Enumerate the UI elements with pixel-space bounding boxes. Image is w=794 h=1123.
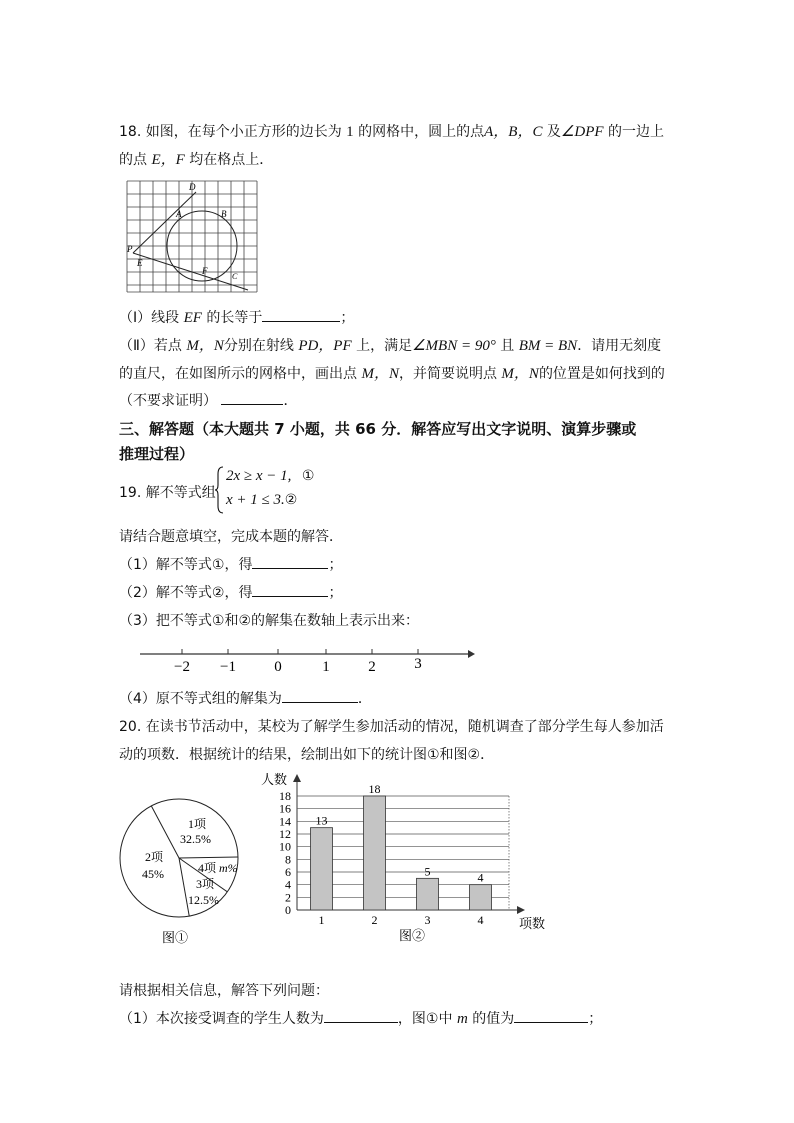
label-f: F	[202, 266, 208, 276]
answer-blank[interactable]	[262, 307, 340, 322]
inequality-2: x + 1 ≤ 3.②	[226, 492, 298, 508]
tick-label: −2	[174, 659, 190, 674]
pie-chart	[118, 798, 248, 948]
x-tick-label: 4	[477, 913, 484, 927]
q18-part1: （Ⅰ）线段 EF 的长等于 ；	[119, 307, 354, 327]
answer-blank[interactable]	[282, 688, 358, 703]
bar-value-label: 4	[477, 870, 484, 885]
pie-value-1: 32.5%	[180, 832, 211, 846]
bar-value-label: 13	[315, 813, 328, 828]
x-tick-label: 1	[318, 913, 325, 927]
pie-label-3: 3项	[196, 877, 215, 891]
x-tick-label: 3	[424, 913, 431, 927]
tick-label: −1	[220, 659, 236, 674]
answer-blank[interactable]	[252, 582, 328, 597]
answer-blank[interactable]	[252, 554, 328, 569]
pie-value-4: m%	[219, 861, 238, 875]
tick-label: 0	[274, 659, 282, 674]
q20-line2: 动的项数．根据统计的结果，绘制出如下的统计图①和图②．	[119, 747, 495, 763]
q20-line1: 20. 在读书节活动中，某校为了解学生参加活动的情况，随机调查了部分学生每人参加活	[119, 719, 664, 735]
tick-label: 1	[322, 659, 330, 674]
label-b: B	[221, 209, 227, 219]
y-tick-label: 18	[279, 789, 291, 803]
arrow-up-icon	[293, 774, 301, 782]
label-p: P	[127, 244, 133, 254]
q19-step2: （2）解不等式②，得 ；	[119, 582, 342, 602]
pie-label-2: 2项	[145, 850, 164, 864]
pie-label-1: 1项	[188, 817, 207, 831]
y-tick-label: 2	[285, 890, 291, 905]
q18-part2-line3: （不要求证明） ．	[119, 390, 297, 410]
label-e: E	[137, 258, 143, 268]
inequality-1: 2x ≥ x − 1, ①	[226, 468, 315, 484]
y-tick-label: 14	[279, 814, 291, 829]
pie-value-2: 45%	[142, 867, 164, 881]
tick-label: 3	[414, 656, 422, 672]
bar	[311, 828, 333, 910]
pie-value-3: 12.5%	[188, 893, 219, 907]
brace-icon	[214, 466, 224, 514]
section-heading: 三、解答题（本大题共 7 小题，共 66 分．解答应写出文字说明、演算步骤或	[119, 420, 637, 438]
q18-line1: 18. 如图，在每个小正方形的边长为 1 的网格中，圆上的点A，B，C 及∠DPF 的一边上	[119, 124, 664, 140]
y-tick-label: 16	[279, 801, 291, 816]
grid-lines	[127, 181, 257, 292]
answer-blank[interactable]	[221, 390, 283, 405]
ray-pd	[133, 192, 196, 253]
label-a: A	[176, 209, 182, 219]
q20-prompt: 请根据相关信息，解答下列问题：	[119, 983, 329, 999]
y-tick-label: 4	[285, 877, 291, 892]
grid-figure	[126, 180, 262, 295]
section-heading-line2: 推理过程）	[119, 445, 195, 463]
q19-step3: （3）把不等式①和②的解集在数轴上表示出来：	[119, 613, 420, 629]
answer-blank[interactable]	[514, 1008, 588, 1023]
bar-value-label: 5	[424, 864, 431, 879]
x-axis-label: 项数	[519, 916, 546, 931]
y-tick-label: 12	[279, 827, 291, 841]
pie-label-4: 4项	[198, 861, 217, 875]
bar-value-label: 18	[368, 782, 381, 796]
number-line	[138, 644, 478, 674]
bar-chart	[255, 768, 555, 948]
q18-part2-line1: （Ⅱ）若点 M，N分别在射线 PD，PF 上，满足∠MBN = 90° 且 BM = BN．请用无刻度	[119, 338, 662, 354]
arrow-right-icon	[468, 650, 475, 658]
bar	[364, 796, 386, 910]
bar-caption: 图②	[399, 928, 426, 943]
q18-part2-line2: 的直尺，在如图所示的网格中，画出点 M，N，并简要说明点 M，N的位置是如何找到的	[119, 366, 665, 382]
label-c: C	[232, 272, 238, 281]
pie-caption: 图①	[162, 930, 189, 945]
answer-blank[interactable]	[324, 1008, 398, 1023]
label-d: D	[189, 182, 196, 192]
y-tick-label: 6	[285, 865, 291, 879]
bar	[417, 878, 439, 910]
q20-q1: （1）本次接受调查的学生人数为 ，图①中 m 的值为 ；	[119, 1008, 602, 1028]
q19-step4: （4）原不等式组的解集为 ．	[119, 688, 372, 708]
x-tick-label: 2	[371, 913, 378, 927]
q19-prompt: 请结合题意填空，完成本题的解答．	[119, 529, 343, 545]
q19-step1: （1）解不等式①，得 ；	[119, 554, 342, 574]
q18-line2: 的点 E，F 均在格点上．	[119, 152, 274, 168]
y-axis-label: 人数	[261, 772, 288, 787]
tick-label: 2	[368, 659, 376, 674]
q19-label: 19. 解不等式组	[119, 485, 216, 501]
y-tick-label: 0	[285, 903, 291, 917]
y-tick-label: 8	[285, 852, 291, 867]
bar	[470, 885, 492, 910]
y-tick-label: 10	[279, 839, 291, 854]
arrow-right-icon	[517, 906, 525, 914]
